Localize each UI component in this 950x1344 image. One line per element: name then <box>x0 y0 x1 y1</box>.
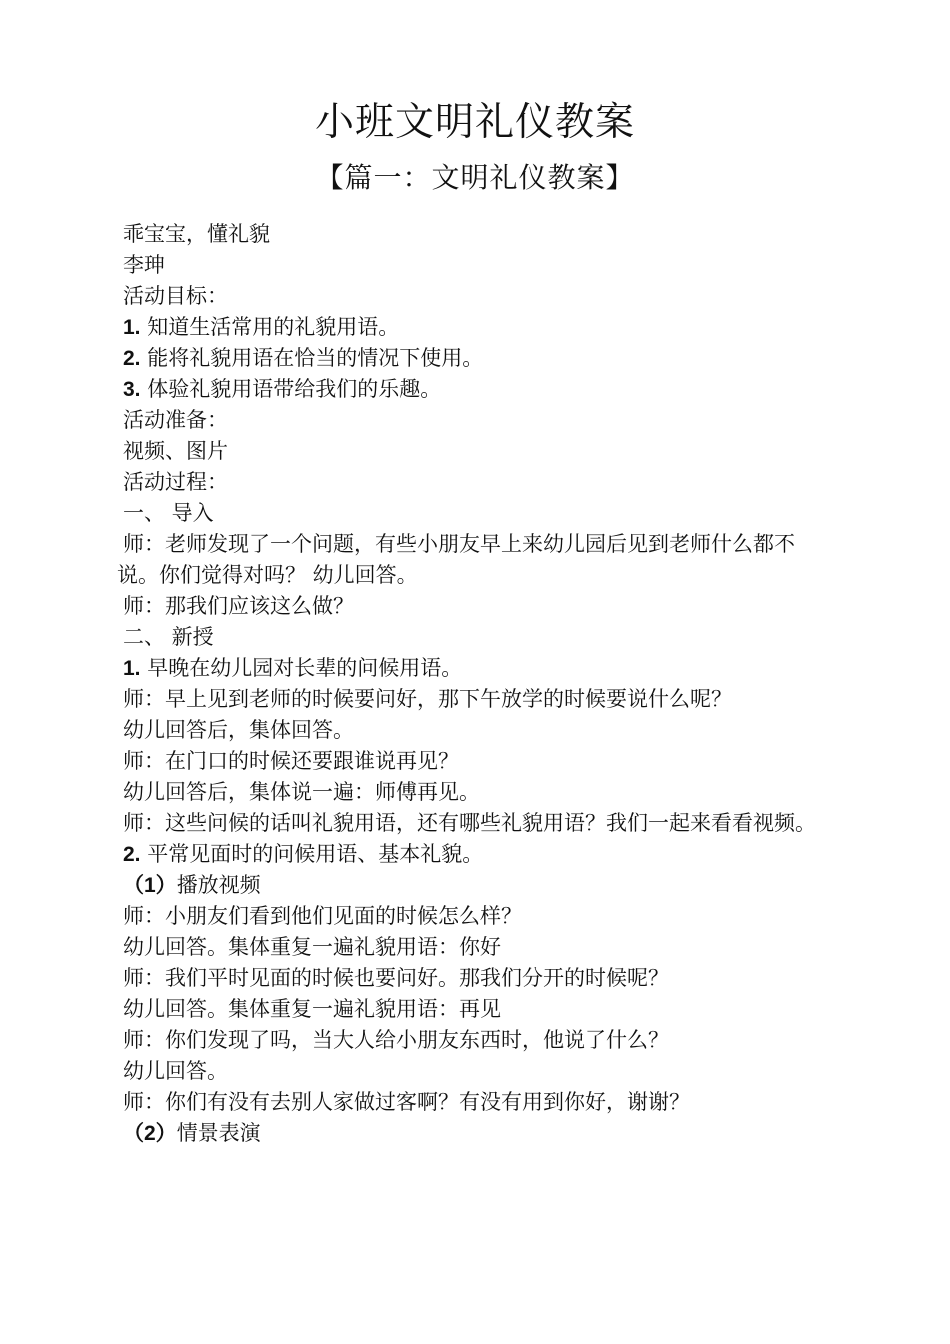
line-text: 师：那我们应该这么做？ <box>123 594 354 618</box>
text-line <box>117 808 832 839</box>
list-number: 1. <box>123 657 141 680</box>
line-text: 平常见面时的问候用语、基本礼貌。 <box>140 842 484 866</box>
text-line <box>117 250 832 281</box>
text-line <box>117 312 832 343</box>
line-text: 播放视频 <box>176 873 261 897</box>
text-line <box>117 343 832 374</box>
text-line <box>117 994 832 1025</box>
line-text: 师：小朋友们看到他们见面的时候怎么样？ <box>123 904 522 928</box>
text-line <box>117 963 832 994</box>
document-body <box>117 219 832 1149</box>
text-line <box>117 622 832 653</box>
line-text: 二、 新授 <box>123 625 214 649</box>
text-line <box>117 591 832 622</box>
text-line <box>117 932 832 963</box>
text-line <box>117 684 832 715</box>
text-line <box>117 529 832 591</box>
line-text: 师：这些问候的话叫礼貌用语，还有哪些礼貌用语？我们一起来看看视频。 <box>123 811 816 835</box>
list-number: 3. <box>123 378 141 401</box>
line-text: 活动过程： <box>123 470 228 494</box>
line-text: 乖宝宝，懂礼貌 <box>123 222 270 246</box>
text-line <box>117 1025 832 1056</box>
line-text: 李珅 <box>123 253 165 277</box>
list-number: 2. <box>123 843 141 866</box>
text-line <box>117 1118 832 1149</box>
text-line <box>117 405 832 436</box>
text-line <box>117 281 832 312</box>
text-line <box>117 653 832 684</box>
text-line <box>117 839 832 870</box>
list-number: 1. <box>123 316 141 339</box>
text-line <box>117 1087 832 1118</box>
text-line <box>117 746 832 777</box>
text-line <box>117 901 832 932</box>
line-text: 一、 导入 <box>123 501 214 525</box>
line-text: 视频、图片 <box>123 439 228 463</box>
text-line <box>117 870 832 901</box>
list-number: 2. <box>123 347 141 370</box>
line-text: 师：在门口的时候还要跟谁说再见？ <box>123 749 459 773</box>
line-text: 幼儿回答后，集体说一遍：师傅再见。 <box>123 780 480 804</box>
line-text: 幼儿回答。集体重复一遍礼貌用语：你好 <box>123 935 501 959</box>
text-line <box>117 374 832 405</box>
line-text: 师：你们发现了吗，当大人给小朋友东西时，他说了什么？ <box>123 1028 669 1052</box>
line-text: 体验礼貌用语带给我们的乐趣。 <box>140 377 442 401</box>
line-text: 师：早上见到老师的时候要问好，那下午放学的时候要说什么呢？ <box>123 687 732 711</box>
text-line <box>117 436 832 467</box>
line-text: 知道生活常用的礼貌用语。 <box>140 315 400 339</box>
line-text: 早晚在幼儿园对长辈的问候用语。 <box>140 656 463 680</box>
text-line <box>117 1056 832 1087</box>
line-text: 活动准备： <box>123 408 228 432</box>
line-text: 情景表演 <box>176 1121 261 1145</box>
text-line <box>117 219 832 250</box>
line-text: 师：我们平时见面的时候也要问好。那我们分开的时候呢？ <box>123 966 669 990</box>
line-text: 师：老师发现了一个问题，有些小朋友早上来幼儿园后见到老师什么都不说。你们觉得对吗？ 幼儿回答。 <box>117 532 795 587</box>
line-text: 幼儿回答。 <box>123 1059 228 1083</box>
text-line <box>117 777 832 808</box>
line-text: 幼儿回答。集体重复一遍礼貌用语：再见 <box>123 997 501 1021</box>
text-line <box>117 498 832 529</box>
line-text: 能将礼貌用语在恰当的情况下使用。 <box>140 346 484 370</box>
list-number: （2） <box>123 1122 177 1145</box>
text-line <box>117 715 832 746</box>
line-text: 师：你们有没有去别人家做过客啊？有没有用到你好，谢谢？ <box>123 1090 690 1114</box>
list-number: （1） <box>123 874 177 897</box>
line-text: 幼儿回答后，集体回答。 <box>123 718 354 742</box>
text-line <box>117 467 832 498</box>
section-title: 【篇一：文明礼仪教案】 <box>315 161 635 194</box>
line-text: 活动目标： <box>123 284 228 308</box>
page-title: 小班文明礼仪教案 <box>314 100 635 145</box>
